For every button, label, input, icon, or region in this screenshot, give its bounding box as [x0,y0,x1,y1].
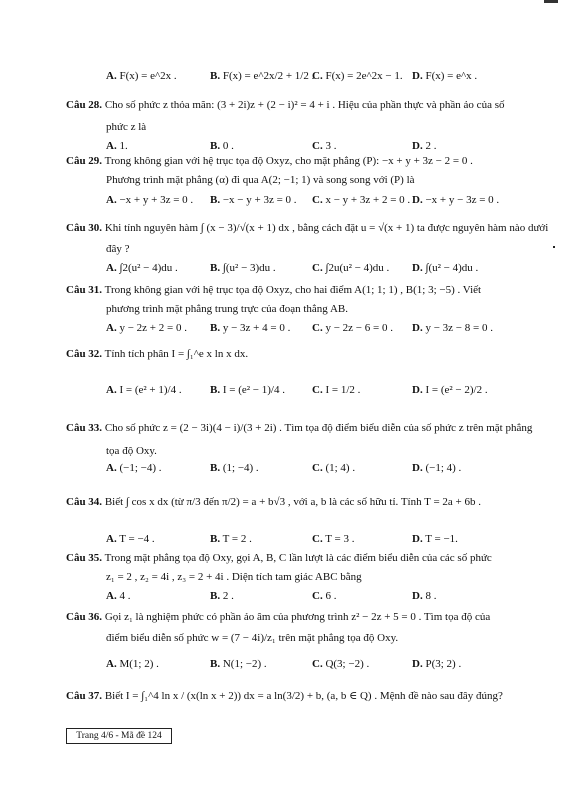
option-c: C. x − y + 3z + 2 = 0 . [312,194,411,206]
option-c: C. T = 3 . [312,533,355,545]
question-32 [66,348,248,361]
option-b: B. N(1; −2) . [210,658,267,670]
option-b: B. (1; −4) . [210,462,259,474]
question-text: Trong không gian với hệ trục tọa độ Oxyz, cho hai điểm A(1; 1; 1) , B(1; 3; −5) . Viết [104,284,482,296]
question-continuation: đây ? [106,243,130,255]
option-a: A. T = −4 . [106,533,155,545]
question-36 [66,611,490,624]
option-b: B. I = (e² − 1)/4 . [210,384,285,396]
question-continuation: điểm biểu diễn số phức w = (7 − 4i)/z₁ trên mặt phẳng tọa độ Oxy. [106,632,399,644]
option-d: D. 2 . [412,140,437,152]
question-continuation: z₁ = 2 , z₂ = 4i , z₃ = 2 + 4i . Diện tích tam giác ABC bằng [106,571,362,583]
question-number: Câu 34. [66,496,103,508]
question-29 [66,155,473,168]
q31-options [106,322,526,336]
option-b: B. F(x) = e^2x/2 + 1/2 . [210,70,315,82]
option-c: C. y − 2z − 6 = 0 . [312,322,393,334]
question-number: Câu 36. [66,611,103,623]
option-b: B. ∫(u² − 3)du . [210,262,276,274]
question-text: Cho số phức z = (2 − 3i)(4 − i)/(3 + 2i) . Tìm tọa độ điểm biểu diễn của số phức z trên mặt phẳng [104,422,533,434]
q35-options [106,590,526,604]
question-number: Câu 29. [66,155,103,167]
question-text: Gọi z₁ là nghiệm phức có phần ảo âm của phương trình z² − 2z + 5 = 0 . Tìm tọa độ của [104,611,491,623]
option-c: C. I = 1/2 . [312,384,361,396]
option-b: B. 0 . [210,140,234,152]
question-number: Câu 32. [66,348,103,360]
question-text: Trong không gian với hệ trục tọa độ Oxyz, cho mặt phẳng (P): −x + y + 3z − 2 = 0 . [104,155,473,167]
option-a: A. 1. [106,140,128,152]
option-a: A. ∫2(u² − 4)du . [106,262,178,274]
question-continuation: phương trình mặt phẳng trung trực của đoạn thẳng AB. [106,303,348,315]
option-a: A. I = (e² + 1)/4 . [106,384,182,396]
page-corner-mark [544,0,558,3]
q36-options [106,658,526,672]
q33-options [106,462,526,476]
option-c: C. 6 . [312,590,337,602]
option-b: B. −x − y + 3z = 0 . [210,194,297,206]
q28-options [106,140,526,154]
option-b: B. 2 . [210,590,234,602]
question-continuation: Phương trình mặt phẳng (α) đi qua A(2; −1; 1) và song song với (P) là [106,174,415,186]
question-37 [66,690,503,703]
option-d: D. F(x) = e^x . [412,70,478,82]
question-number: Câu 33. [66,422,103,434]
option-d: D. I = (e² − 2)/2 . [412,384,488,396]
question-continuation: tọa độ Oxy. [106,445,157,457]
option-c: C. ∫2u(u² − 4)du . [312,262,390,274]
q30-options [106,262,526,276]
question-number: Câu 31. [66,284,103,296]
option-a: A. (−1; −4) . [106,462,162,474]
option-a: A. M(1; 2) . [106,658,159,670]
option-b: B. y − 3z + 4 = 0 . [210,322,291,334]
option-c: C. 3 . [312,140,337,152]
question-34 [66,496,481,509]
q32-options [106,384,526,398]
q29-options [106,194,526,208]
question-text: Cho số phức z thỏa mãn: (3 + 2i)z + (2 − i)² = 4 + i . Hiệu của phần thực và phần ảo của số [104,99,505,111]
option-d: D. P(3; 2) . [412,658,462,670]
option-a: A. −x + y + 3z = 0 . [106,194,194,206]
option-d: D. ∫(u² − 4)du . [412,262,479,274]
question-number: Câu 35. [66,552,103,564]
question-text: Biết ∫ cos x dx (từ π/3 đến π/2) = a + b√3 , với a, b là các số hữu tỉ. Tính T = 2a + 6b . [104,496,481,508]
question-text: Trong mặt phẳng tọa độ Oxy, gọi A, B, C lần lượt là các điểm biểu diễn của các số phức [104,552,492,564]
ink-dot [553,246,555,248]
question-continuation: phức z là [106,121,147,133]
option-d: D. y − 3z − 8 = 0 . [412,322,493,334]
question-number: Câu 37. [66,690,103,702]
question-31 [66,284,481,297]
option-c: C. F(x) = 2e^2x − 1. [312,70,403,82]
question-28 [66,99,504,112]
question-35 [66,552,492,565]
option-a: A. F(x) = e^2x . [106,70,177,82]
option-a: A. y − 2z + 2 = 0 . [106,322,187,334]
option-c: C. Q(3; −2) . [312,658,370,670]
question-text: Biết I = ∫₁^4 ln x / (x(ln x + 2)) dx = a ln(3/2) + b, (a, b ∈ Q) . Mệnh đề nào sau đây đúng? [104,690,503,702]
option-d: D. (−1; 4) . [412,462,462,474]
page-footer: Trang 4/6 - Mã đề 124 [66,728,172,744]
option-d: D. −x + y − 3z = 0 . [412,194,500,206]
q27-options [106,70,526,84]
question-text: Khi tính nguyên hàm ∫ (x − 3)/√(x + 1) dx , bằng cách đặt u = √(x + 1) ta được nguyên hàm nào dưới [104,222,549,234]
q34-options [106,533,526,547]
option-c: C. (1; 4) . [312,462,356,474]
option-d: D. T = −1. [412,533,458,545]
question-number: Câu 30. [66,222,103,234]
option-d: D. 8 . [412,590,437,602]
option-a: A. 4 . [106,590,131,602]
question-30 [66,222,548,235]
question-text: Tính tích phân I = ∫₁^e x ln x dx. [104,348,249,360]
question-33 [66,422,532,435]
question-number: Câu 28. [66,99,103,111]
option-b: B. T = 2 . [210,533,252,545]
